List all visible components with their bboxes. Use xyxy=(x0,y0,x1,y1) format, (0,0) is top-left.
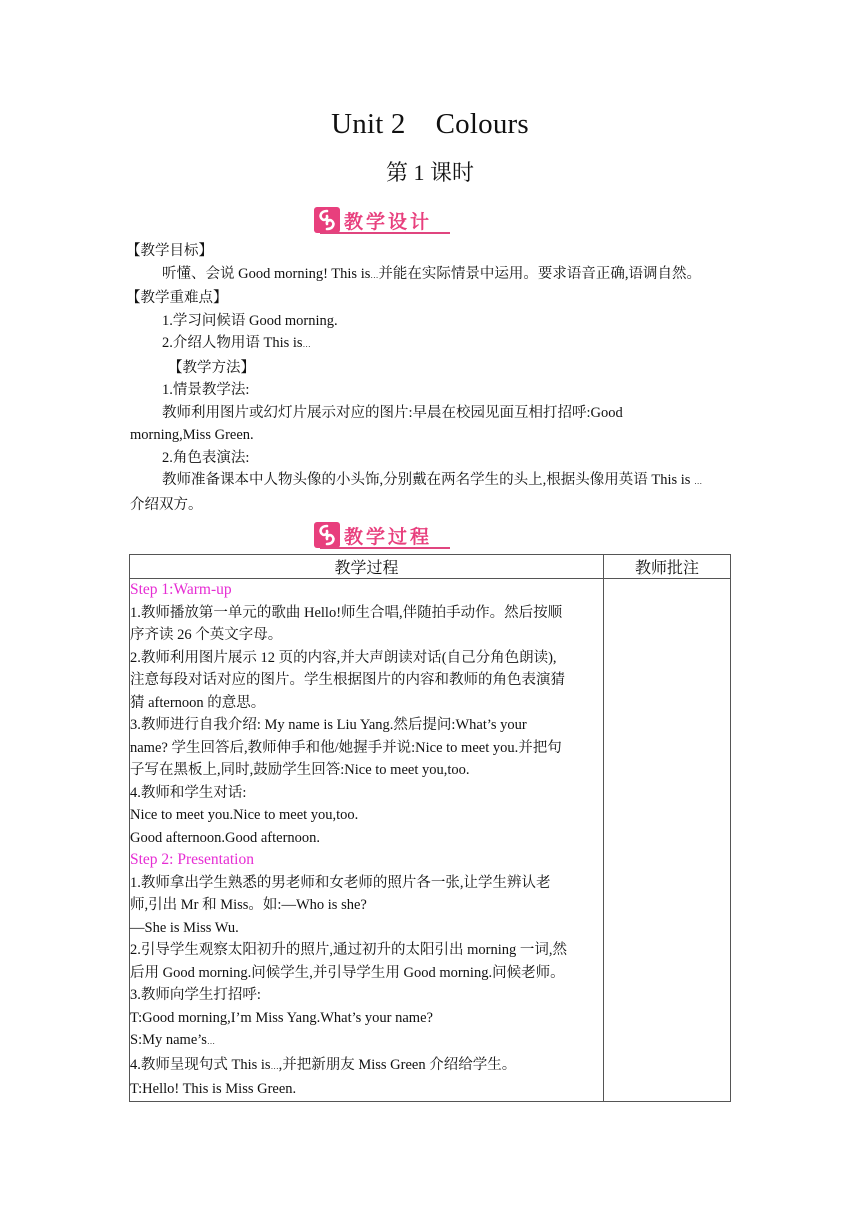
header-process: 教学过程 xyxy=(130,555,604,579)
lesson-subtitle: 第 1 课时 xyxy=(385,160,474,185)
method-2-title: 2.角色表演法: xyxy=(162,449,250,466)
design-banner-underline xyxy=(320,232,450,234)
student-reply-line: S:My name’s… xyxy=(130,1032,215,1048)
method-1-text-cont: morning,Miss Green. xyxy=(130,427,254,443)
design-banner xyxy=(314,206,446,234)
step-1-line: 1.教师播放第一单元的歌曲 Hello!师生合唱,伴随拍手动作。然后按顺 xyxy=(130,604,563,621)
step-2-line: 师,引出 Mr 和 Miss。如:—Who is she? xyxy=(130,897,367,913)
table-row xyxy=(130,579,731,1102)
page-title xyxy=(0,108,860,141)
step-2-line: 3.教师向学生打招呼: xyxy=(130,987,261,1003)
unit-topic: Colours xyxy=(435,108,529,140)
method-1-text: 教师利用图片或幻灯片展示对应的图片:早晨在校园见面互相打招呼:Good xyxy=(162,404,623,421)
goal-text: 听懂、会说 Good morning! This is…并能在实际情景中运用。要求语音正确,语调自然。 xyxy=(162,265,701,282)
swirl-logo-icon xyxy=(314,207,340,233)
key-point-1: 1.学习问候语 Good morning. xyxy=(162,312,338,329)
step-2-line: T:Good morning,I’m Miss Yang.What’s your name? xyxy=(130,1009,433,1026)
process-banner-underline xyxy=(320,547,450,549)
step-1-line: 4.教师和学生对话: xyxy=(130,784,247,801)
goal-heading: 【教学目标】 xyxy=(126,243,213,259)
table-header-row xyxy=(130,555,731,579)
design-banner-text: 教学设计 xyxy=(344,210,433,233)
method-1-title: 1.情景教学法: xyxy=(162,382,250,398)
notes-cell xyxy=(604,579,731,1102)
step-1-line: name? 学生回答后,教师伸手和他/她握手并说:Nice to meet you.并把句 xyxy=(130,739,562,756)
step-2-line: 2.引导学生观察太阳初升的照片,通过初升的太阳引出 morning 一词,然 xyxy=(130,942,568,958)
step-2-title: Step 2: Presentation xyxy=(130,851,254,868)
process-banner xyxy=(314,521,446,549)
swirl-logo-icon xyxy=(314,522,340,548)
step-2-lines xyxy=(130,872,603,1030)
step-2-last-line: T:Hello! This is Miss Green. xyxy=(130,1081,297,1097)
method-heading: 【教学方法】 xyxy=(168,359,255,376)
step-2-line: —She is Miss Wu. xyxy=(130,919,239,936)
step-2-line-4: 4.教师呈现句式 This is…,并把新朋友 Miss Green 介绍给学生。 xyxy=(130,1056,517,1073)
unit-label: Unit 2 xyxy=(331,108,406,140)
step-1-line: 2.教师利用图片展示 12 页的内容,并大声朗读对话(自己分角色朗读), xyxy=(130,649,557,666)
step-1-title: Step 1:Warm-up xyxy=(130,581,232,598)
step-2-line: 1.教师拿出学生熟悉的男老师和女老师的照片各一张,让学生辨认老 xyxy=(130,874,551,891)
step-1-line: Good afternoon.Good afternoon. xyxy=(130,829,321,846)
method-2-text-cont: 介绍双方。 xyxy=(130,496,203,513)
step-1-line: 3.教师进行自我介绍: My name is Liu Yang.然后提问:What’s your xyxy=(130,717,527,733)
step-2-line: 后用 Good morning.问候学生,并引导学生用 Good morning.问候老师。 xyxy=(130,964,565,981)
step-1-line: 猜 afternoon 的意思。 xyxy=(130,694,266,711)
process-table xyxy=(129,554,731,1102)
method-2-text: 教师准备课本中人物头像的小头饰,分别戴在两名学生的头上,根据头像用英语 This is … xyxy=(162,472,703,488)
process-banner-text: 教学过程 xyxy=(344,525,433,548)
header-notes: 教师批注 xyxy=(604,555,731,579)
step-1-line: Nice to meet you.Nice to meet you,too. xyxy=(130,807,359,823)
step-1-line: 注意每段对话对应的图片。学生根据图片的内容和教师的角色表演猜 xyxy=(130,672,565,688)
step-1-lines xyxy=(130,602,603,850)
design-section xyxy=(126,240,730,516)
key-heading: 【教学重难点】 xyxy=(126,290,228,306)
step-1-line: 序齐读 26 个英文字母。 xyxy=(130,627,283,643)
key-point-2: 2.介绍人物用语 This is… xyxy=(162,335,311,351)
process-cell xyxy=(130,579,604,1102)
step-1-line: 子写在黑板上,同时,鼓励学生回答:Nice to meet you,too. xyxy=(130,762,470,778)
